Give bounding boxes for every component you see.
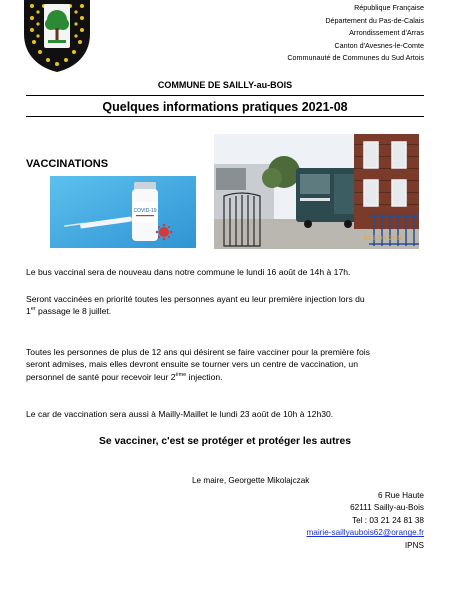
paragraph-line [26,371,426,383]
ordinal-suffix: ème [175,371,187,378]
slogan: Se vacciner, c'est se protéger et protéger les autres [99,436,351,447]
page-title: Quelques informations pratiques 2021-08 [102,100,348,114]
address-phone: Tel : 03 21 24 81 38 [352,515,424,525]
ordinal-number: 1 [26,306,31,317]
admin-line: Département du Pas-de-Calais [325,15,424,25]
paragraph-priority [26,293,426,318]
coat-of-arms-icon [22,0,92,72]
admin-line: Arrondissement d'Arras [349,28,424,38]
ordinal-suffix: er [30,306,36,313]
paragraph-line: Toutes les personnes de plus de 12 ans qui désirent se faire vacciner pour la première fois [26,347,370,357]
vaccination-bus-photo [214,134,419,249]
admin-line: Canton d'Avesnes-le-Comte [334,40,424,50]
paragraph-line-rest: passage le 8 juillet. [35,306,112,317]
paragraph-eligibility [26,346,426,383]
paragraph-line: Seront vaccinées en priorité toutes les personnes ayant eu leur première injection lors du [26,294,365,304]
paragraph-bus-dates: Le bus vaccinal sera de nouveau dans notre commune le lundi 16 août de 14h à 17h. [26,267,351,277]
ipns-footer: IPNS [404,540,424,550]
admin-header [204,2,424,65]
header-divider [26,95,424,96]
vaccination-bus-icon [296,168,358,228]
paragraph-line-end: injection. [186,371,223,382]
vial-label: COVID-19 [133,208,157,214]
address-city: 62111 Sailly-au-Bois [350,503,424,513]
commune-name: COMMUNE DE SAILLY-au-BOIS [157,80,293,90]
admin-line: République Française [354,3,424,12]
mayor-signature: Le maire, Georgette Mikolajczak [192,476,310,485]
admin-line: Communauté de Communes du Sud Artois [287,53,424,63]
paragraph-mailly-maillet: Le car de vaccination sera aussi à Mailly-Maillet le lundi 23 août de 10h à 12h30. [26,409,334,419]
paragraph-line-start: personnel de santé pour recevoir leur 2 [26,371,176,382]
vaccine-vial-photo [50,176,196,248]
vaccine-vial-icon [132,182,158,241]
photo-timestamp: 02 8 /08 /2021 [364,236,403,242]
mairie-address [306,490,424,552]
address-street: 6 Rue Haute [378,491,424,500]
paragraph-line: seront admises, mais elles devront ensuite se tourner vers un centre de vaccination, un [26,359,358,370]
section-heading: VACCINATIONS [26,158,109,170]
email-link[interactable]: mairie-saillyaubois62@orange.fr [306,528,424,538]
title-divider [26,116,424,117]
paragraph-line [26,305,426,317]
